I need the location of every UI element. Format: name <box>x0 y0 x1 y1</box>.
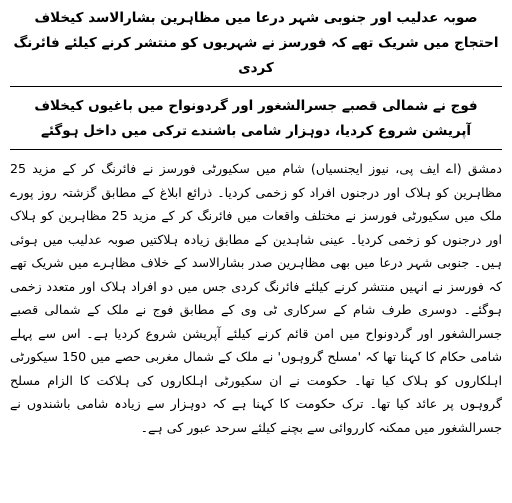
article-body: دمشق (اے ایف پی، نیوز ایجنسیاں) شام میں سکیورٹی فورسز نے فائرنگ کر کے مزید 25 مظاہرین کو ہلاک اور درجنوں افراد کو زخمی کردیا۔ ذرائع ابلاغ کے مطابق گزشتہ روز پورے ملک میں سکیورٹی فورسز نے مختلف واقعات میں فائرنگ کر کے مزید 25 مظاہرین کو ہلاک اور درجنوں کو زخمی کردیا۔ عینی شاہدین کے مطابق زیادہ ہلاکتیں صوبہ عدلیب میں ہوئی ہیں۔ جنوبی شہر درعا میں بھی مظاہرین صدر بشارالاسد کے خلاف مظاہرے میں شریک تھے کہ فورسز نے انہیں منتشر کرنے کیلئے فائرنگ کردی جس میں دو افراد ہلاک اور متعدد زخمی ہوگئے۔ دوسری طرف شام کے سرکاری ٹی وی کے مطابق فوج نے ملک کے شمالی قصبے جسرالشغور اور گردونواح میں امن قائم کرنے کیلئے آپریشن شروع کردیا ہے۔ اس سے پہلے شامی حکام کا کہنا تھا کہ 'مسلح گروہوں' نے ملک کے شمال مغربی حصے میں 150 سیکورٹی اہلکاروں کو ہلاک کیا تھا۔ حکومت نے ان سکیورٹی اہلکاروں کی ہلاکت کا الزام مسلح گروہوں پر عائد کیا تھا۔ ترک حکومت کا کہنا ہے کہ دوہزار سے زیادہ شامی باشندوں نے جسرالشغور میں ممکنہ کارروائی سے بچنے کیلئے سرحد عبور کی ہے۔ <box>10 161 502 435</box>
headline-secondary: فوج نے شمالی قصبے جسرالشغور اور گردونواح میں باغیوں کیخلاف آپریشن شروع کردیا، دوہزار شامی باشندے ترکی میں داخل ہوگئے <box>34 98 478 139</box>
divider-top <box>10 86 502 87</box>
headline-primary: صوبہ عدلیب اور جنوبی شہر درعا میں مظاہرین بشارالاسد کیخلاف احتجاج میں شریک تھے کہ فورسز نے شہریوں کو منتشر کرنے کیلئے فائرنگ کردی <box>13 10 499 76</box>
divider-bottom <box>10 149 502 150</box>
